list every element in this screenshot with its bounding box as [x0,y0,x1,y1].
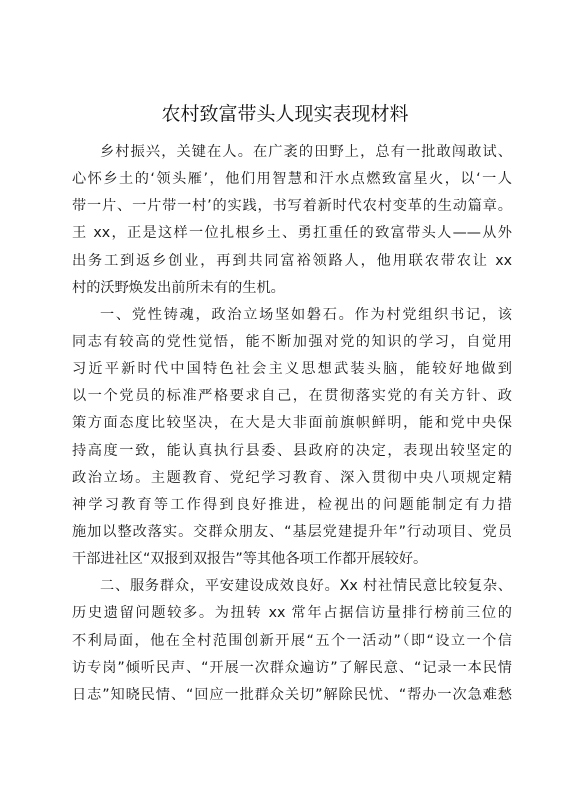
text-line: 持高度一致，能认真执行县委、县政府的决定，表现出较坚定的 [72,442,512,459]
document-body [72,139,512,709]
text-line: 同志有较高的党性觉悟，能不断加强对党的知识的学习，自觉用 [72,333,512,350]
text-line: 不利局面，他在全村范围创新开展“五个一活动”（即“设立一个信 [72,632,512,649]
text-line: 神学习教育等工作得到良好推进，检视出的问题能制定有力措 [72,496,512,513]
text-line: 政治立场。主题教育、党纪学习教育、深入贯彻中央八项规定精 [72,469,512,486]
text-line: 策方面态度比较坚决，在大是大非面前旗帜鲜明，能和党中央保 [72,415,512,432]
text-line: 出务工到返乡创业，再到共同富裕领路人，他用联农带农让 xx [72,252,512,269]
text-line: 一、党性铸魂，政治立场坚如磐石。作为村党组织书记，该 [100,306,512,323]
document-title: 农村致富带头人现实表现材料 [161,103,409,125]
text-line: 以一个党员的标准严格要求自己，在贯彻落实党的有关方针、政 [72,388,512,405]
text-line: 乡村振兴，关键在人。在广袤的田野上，总有一批敢闯敢试、 [100,144,512,160]
text-line: 村的沃野焕发出前所未有的生机。 [72,279,285,296]
text-line: 习近平新时代中国特色社会主义思想武装头脑，能较好地做到 [72,361,512,378]
text-line: 历史遗留问题较多。为扭转 xx 常年占据信访量排行榜前三位的 [72,605,512,622]
text-line: 干部进社区“双报到双报告”等其他各项工作都开展较好。 [72,551,428,568]
text-line: 二、服务群众，平安建设成效良好。Xx 村社情民意比较复杂、 [100,578,512,595]
text-line: 日志”知晓民情、“回应一批群众关切”解除民忧、“帮办一次急难愁 [72,686,512,703]
text-line: 心怀乡土的‘领头雁’，他们用智慧和汗水点燃致富星火，以‘一人 [72,171,512,188]
text-line: 带一片、一片带一村’的实践，书写着新时代农村变革的生动篇章。 [72,198,512,215]
text-line: 施加以整改落实。交群众朋友、“基层党建提升年”行动项目、党员 [72,523,512,540]
text-line: 王 xx，正是这样一位扎根乡土、勇扛重任的致富带头人——从外 [72,225,512,242]
text-line: 访专岗”倾听民声、“开展一次群众遍访”了解民意、“记录一本民情 [72,659,512,676]
